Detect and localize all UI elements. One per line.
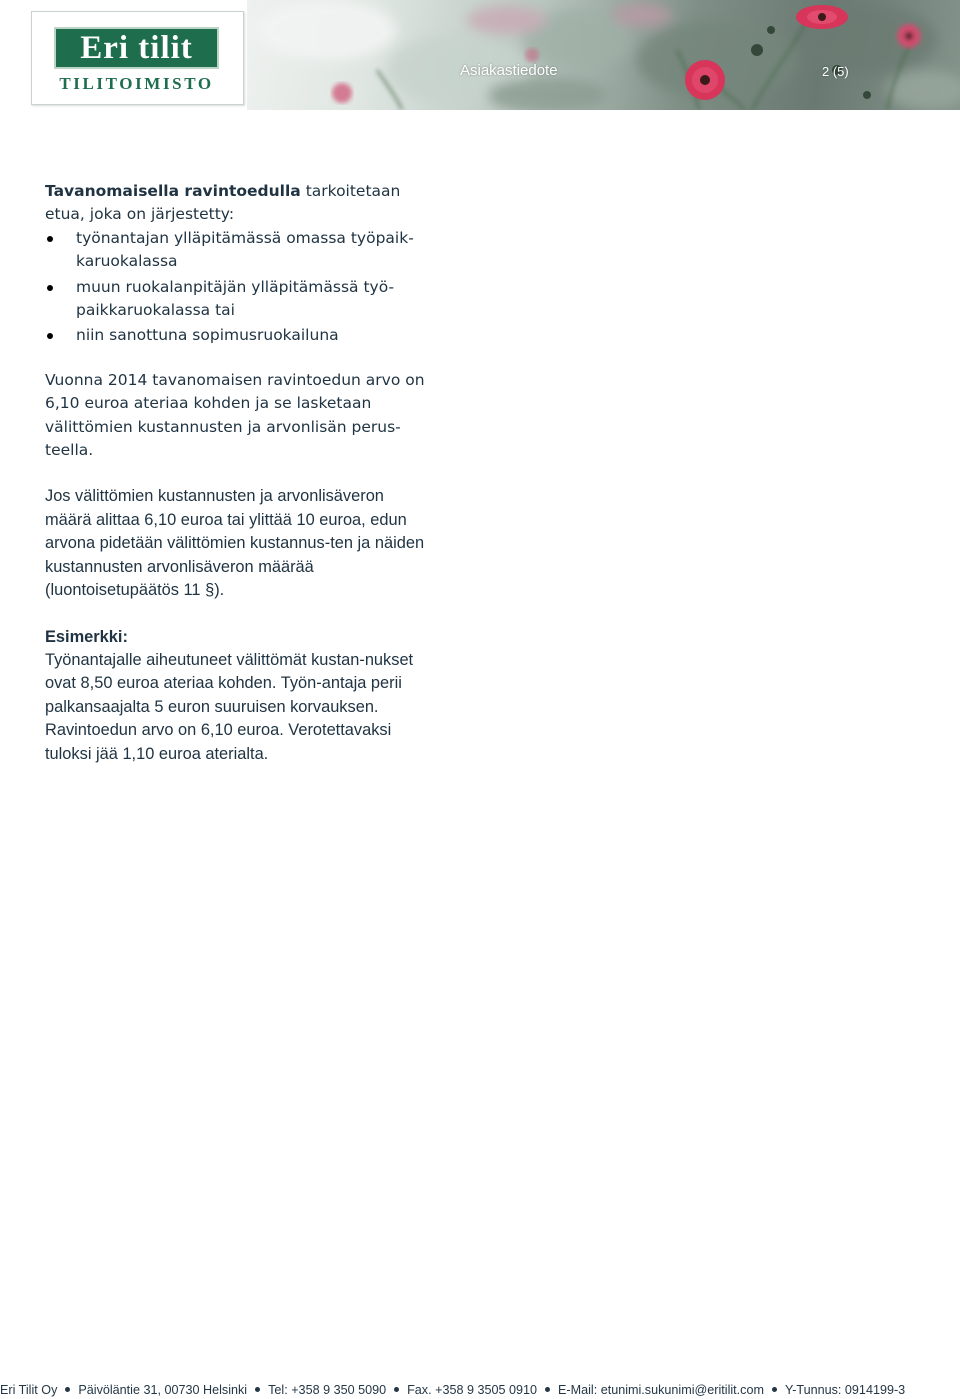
rule-paragraph: Jos välittömien kustannusten ja arvonlisäveron määrä alittaa 6,10 euroa tai ylittää 10 euroa, edun arvona pidetään välittömien kustannus-ten ja näiden kustannusten arvonlisäveron määrää (luontoisetupäätös 11 §). (45, 487, 425, 600)
footer-business-id: Y-Tunnus: 0914199-3 (784, 1383, 906, 1397)
logo-subtitle: TILITOIMISTO (59, 74, 214, 93)
list-item-text: muun ruokalanpitäjän ylläpitämässä työ-paikkaruokalassa tai (76, 277, 395, 320)
page-header (0, 0, 960, 110)
footer-separator (255, 1387, 260, 1392)
article-body (45, 180, 425, 766)
intro-text: tarkoitetaan etua, joka on järjestetty: (45, 182, 401, 224)
footer-separator (545, 1387, 550, 1392)
document-title: Asiakastiedote (460, 62, 558, 79)
footer-phone: Tel: +358 9 350 5090 (268, 1383, 387, 1397)
benefit-conditions-list (45, 227, 425, 348)
example-heading (45, 626, 425, 649)
footer-separator (394, 1387, 399, 1392)
page-footer (0, 1381, 960, 1399)
list-item (45, 276, 425, 323)
bullet-icon (47, 236, 53, 242)
value-paragraph: Vuonna 2014 tavanomaisen ravintoedun arvo on 6,10 euroa ateriaa kohden ja se lasketaan välittömien kustannusten ja arvonlisän perus-teella. (45, 370, 425, 460)
intro-paragraph (45, 180, 425, 227)
list-item (45, 324, 425, 347)
page-number: 2 (5) (822, 64, 849, 79)
intro-bold-term: Tavanomaisella ravintoedulla (45, 182, 301, 200)
bullet-icon (47, 333, 53, 339)
footer-separator (772, 1387, 777, 1392)
footer-company: Eri Tilit Oy (0, 1383, 58, 1397)
list-item-text: niin sanottuna sopimusruokailuna (76, 326, 339, 345)
header-banner-image (247, 0, 960, 110)
footer-address: Päivöläntie 31, 00730 Helsinki (78, 1383, 248, 1397)
logo-wordmark: Eri tilit (54, 27, 219, 69)
flower-photo (247, 0, 960, 110)
list-item (45, 227, 425, 274)
list-item-text: työnantajan ylläpitämässä omassa työpaik-karuokalassa (76, 228, 414, 271)
bullet-icon (47, 285, 53, 291)
footer-email: E-Mail: etunimi.sukunimi@eritilit.com (558, 1383, 764, 1397)
footer-separator (65, 1387, 70, 1392)
example-paragraph: Työnantajalle aiheutuneet välittömät kustan-nukset ovat 8,50 euroa ateriaa kohden. Työn-antaja perii palkansaajalta 5 euron suuruisen korvauksen. Ravintoedun arvo on 6,10 euroa. Verotettavaksi tuloksi jää 1,10 euroa aterialta. (45, 650, 414, 763)
example-label: Esimerkki: (45, 627, 128, 646)
footer-fax: Fax. +358 9 3505 0910 (407, 1383, 538, 1397)
company-logo (31, 11, 244, 105)
